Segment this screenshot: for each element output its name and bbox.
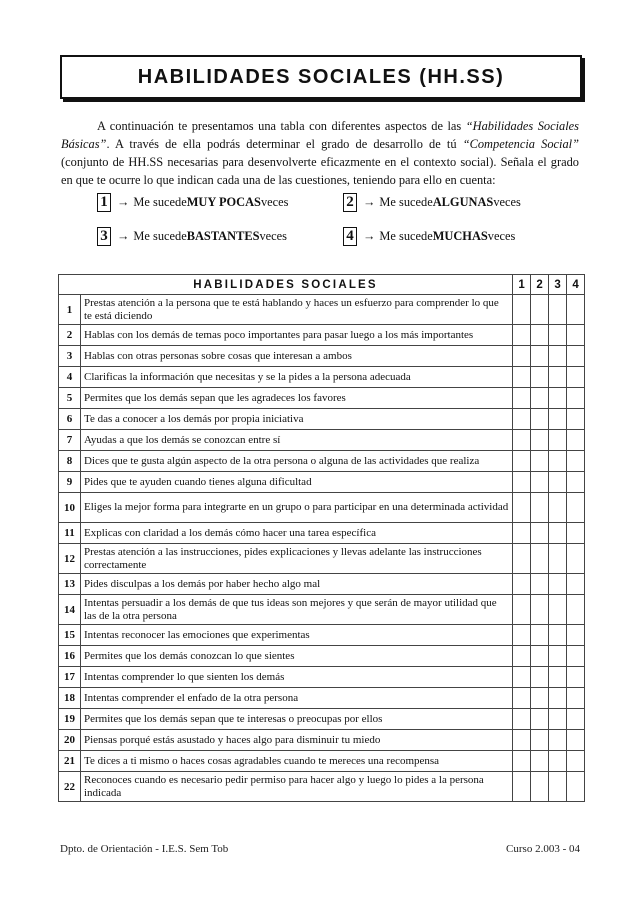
- row-text: Intentas comprender lo que sienten los demás: [81, 667, 513, 688]
- score-cell-4[interactable]: [567, 667, 585, 688]
- score-cell-1[interactable]: [513, 346, 531, 367]
- score-cell-1[interactable]: [513, 430, 531, 451]
- score-cell-1[interactable]: [513, 625, 531, 646]
- score-cell-4[interactable]: [567, 772, 585, 802]
- score-cell-1[interactable]: [513, 295, 531, 325]
- score-cell-4[interactable]: [567, 493, 585, 523]
- intro-text-2: . A través de ella podrás determinar el grado de desarrollo de tú: [106, 137, 463, 151]
- table-header-row: [59, 275, 585, 295]
- score-cell-4[interactable]: [567, 451, 585, 472]
- legend-item-2: [343, 192, 521, 212]
- table-row: [59, 751, 585, 772]
- score-cell-1[interactable]: [513, 544, 531, 574]
- score-header-2: 2: [531, 275, 549, 295]
- score-cell-3[interactable]: [549, 472, 567, 493]
- score-cell-1[interactable]: [513, 751, 531, 772]
- score-cell-2[interactable]: [531, 772, 549, 802]
- legend-suffix: veces: [487, 228, 516, 243]
- score-cell-1[interactable]: [513, 472, 531, 493]
- table-row: [59, 574, 585, 595]
- score-cell-3[interactable]: [549, 430, 567, 451]
- score-cell-1[interactable]: [513, 367, 531, 388]
- table-body: [59, 295, 585, 802]
- table-row: [59, 388, 585, 409]
- row-text: Intentas persuadir a los demás de que tus ideas son mejores y que serán de mayor utilidad que las de la otra persona: [81, 595, 513, 625]
- table-row: [59, 367, 585, 388]
- arrow-right-icon: →: [117, 228, 130, 243]
- row-number: 9: [59, 472, 81, 493]
- score-cell-3[interactable]: [549, 625, 567, 646]
- score-cell-3[interactable]: [549, 730, 567, 751]
- score-cell-2[interactable]: [531, 367, 549, 388]
- score-cell-2[interactable]: [531, 625, 549, 646]
- row-number: 20: [59, 730, 81, 751]
- row-text: Reconoces cuando es necesario pedir permiso para hacer algo y luego lo pides a la persona indicada: [81, 772, 513, 802]
- score-header-1: 1: [513, 275, 531, 295]
- table-row: [59, 688, 585, 709]
- skills-table: [58, 274, 585, 802]
- intro-text-1: A continuación te presentamos una tabla con diferentes aspectos de las: [97, 119, 466, 133]
- legend-number: 1: [97, 193, 111, 212]
- score-cell-1[interactable]: [513, 523, 531, 544]
- row-number: 2: [59, 325, 81, 346]
- row-number: 13: [59, 574, 81, 595]
- score-cell-1[interactable]: [513, 409, 531, 430]
- score-cell-3[interactable]: [549, 493, 567, 523]
- score-cell-3[interactable]: [549, 295, 567, 325]
- arrow-right-icon: →: [363, 194, 376, 209]
- score-cell-2[interactable]: [531, 574, 549, 595]
- table-row: [59, 325, 585, 346]
- title-box: [60, 55, 582, 99]
- score-cell-2[interactable]: [531, 472, 549, 493]
- row-text: Clarificas la información que necesitas y se la pides a la persona adecuada: [81, 367, 513, 388]
- score-cell-4[interactable]: [567, 544, 585, 574]
- legend-bold: ALGUNAS: [432, 194, 494, 209]
- table-row: [59, 409, 585, 430]
- score-cell-3[interactable]: [549, 751, 567, 772]
- row-number: 1: [59, 295, 81, 325]
- score-cell-4[interactable]: [567, 346, 585, 367]
- table-row: [59, 346, 585, 367]
- score-cell-4[interactable]: [567, 472, 585, 493]
- intro-text-3: (conjunto de HH.SS necesarias para desenvolverte eficazmente en el contexto social). Señala el grado en que te ocurre lo que indican cada una de las cuestiones, teniendo para ello en cuenta:: [61, 155, 579, 187]
- table-row: [59, 709, 585, 730]
- row-number: 4: [59, 367, 81, 388]
- score-cell-1[interactable]: [513, 709, 531, 730]
- row-text: Te dices a ti mismo o haces cosas agradables cuando te mereces una recompensa: [81, 751, 513, 772]
- table-row: [59, 430, 585, 451]
- row-text: Pides disculpas a los demás por haber hecho algo mal: [81, 574, 513, 595]
- score-cell-4[interactable]: [567, 367, 585, 388]
- row-number: 15: [59, 625, 81, 646]
- row-text: Permites que los demás sepan que te interesas o preocupas por ellos: [81, 709, 513, 730]
- legend-prefix: Me sucede: [133, 194, 187, 209]
- score-cell-3[interactable]: [549, 667, 567, 688]
- row-text: Intentas comprender el enfado de la otra persona: [81, 688, 513, 709]
- row-number: 10: [59, 493, 81, 523]
- score-cell-2[interactable]: [531, 667, 549, 688]
- score-cell-1[interactable]: [513, 493, 531, 523]
- row-number: 6: [59, 409, 81, 430]
- score-cell-2[interactable]: [531, 325, 549, 346]
- score-header-3: 3: [549, 275, 567, 295]
- score-cell-3[interactable]: [549, 523, 567, 544]
- intro-emphasis-2: “Competencia Social”: [462, 137, 579, 151]
- legend-bold: MUY POCAS: [186, 194, 261, 209]
- score-cell-3[interactable]: [549, 595, 567, 625]
- table-row: [59, 772, 585, 802]
- score-cell-4[interactable]: [567, 430, 585, 451]
- legend-suffix: veces: [493, 194, 521, 209]
- row-text: Permites que los demás conozcan lo que sientes: [81, 646, 513, 667]
- score-cell-1[interactable]: [513, 451, 531, 472]
- score-cell-3[interactable]: [549, 574, 567, 595]
- row-number: 19: [59, 709, 81, 730]
- legend-item-3: [97, 226, 287, 246]
- score-cell-4[interactable]: [567, 295, 585, 325]
- score-header-4: 4: [567, 275, 585, 295]
- score-cell-4[interactable]: [567, 388, 585, 409]
- row-number: 3: [59, 346, 81, 367]
- score-cell-3[interactable]: [549, 544, 567, 574]
- footer-left: Dpto. de Orientación - I.E.S. Sem Tob: [60, 843, 229, 855]
- score-cell-3[interactable]: [549, 772, 567, 802]
- row-number: 21: [59, 751, 81, 772]
- score-cell-1[interactable]: [513, 667, 531, 688]
- intro-paragraph: [61, 117, 579, 189]
- table-row: [59, 472, 585, 493]
- row-number: 17: [59, 667, 81, 688]
- score-cell-4[interactable]: [567, 751, 585, 772]
- score-cell-2[interactable]: [531, 751, 549, 772]
- legend-suffix: veces: [259, 228, 288, 243]
- row-number: 16: [59, 646, 81, 667]
- row-text: Pides que te ayuden cuando tienes alguna dificultad: [81, 472, 513, 493]
- table-row: [59, 625, 585, 646]
- score-cell-1[interactable]: [513, 595, 531, 625]
- score-cell-1[interactable]: [513, 730, 531, 751]
- legend-prefix: Me sucede: [379, 228, 433, 243]
- row-text: Explicas con claridad a los demás cómo hacer una tarea específica: [81, 523, 513, 544]
- score-cell-4[interactable]: [567, 523, 585, 544]
- score-cell-2[interactable]: [531, 346, 549, 367]
- legend-item-4: [343, 226, 515, 246]
- footer-right: Curso 2.003 - 04: [506, 843, 580, 855]
- intro-emphasis-1: “Habilidades Sociales Básicas”: [61, 119, 580, 151]
- table-row: [59, 667, 585, 688]
- row-number: 8: [59, 451, 81, 472]
- arrow-right-icon: →: [363, 228, 376, 243]
- score-cell-3[interactable]: [549, 388, 567, 409]
- score-cell-4[interactable]: [567, 646, 585, 667]
- score-cell-4[interactable]: [567, 574, 585, 595]
- row-text: Eliges la mejor forma para integrarte en un grupo o para participar en una determinada actividad: [81, 493, 513, 523]
- row-text: Ayudas a que los demás se conozcan entre sí: [81, 430, 513, 451]
- score-cell-2[interactable]: [531, 388, 549, 409]
- table-row: [59, 646, 585, 667]
- legend-number: 2: [343, 193, 357, 212]
- score-cell-2[interactable]: [531, 295, 549, 325]
- row-number: 5: [59, 388, 81, 409]
- table-row: [59, 595, 585, 625]
- score-cell-2[interactable]: [531, 688, 549, 709]
- score-cell-1[interactable]: [513, 388, 531, 409]
- score-cell-2[interactable]: [531, 451, 549, 472]
- score-cell-2[interactable]: [531, 430, 549, 451]
- legend-number: 3: [97, 227, 111, 246]
- score-cell-2[interactable]: [531, 595, 549, 625]
- score-cell-2[interactable]: [531, 646, 549, 667]
- table-row: [59, 295, 585, 325]
- score-cell-2[interactable]: [531, 523, 549, 544]
- score-cell-4[interactable]: [567, 709, 585, 730]
- legend-item-1: [97, 192, 288, 212]
- row-number: 12: [59, 544, 81, 574]
- row-text: Hablas con otras personas sobre cosas que interesan a ambos: [81, 346, 513, 367]
- score-cell-3[interactable]: [549, 346, 567, 367]
- legend-suffix: veces: [260, 194, 289, 209]
- table-row: [59, 730, 585, 751]
- score-cell-3[interactable]: [549, 325, 567, 346]
- score-cell-2[interactable]: [531, 409, 549, 430]
- row-text: Te das a conocer a los demás por propia iniciativa: [81, 409, 513, 430]
- row-text: Piensas porqué estás asustado y haces algo para disminuir tu miedo: [81, 730, 513, 751]
- score-cell-3[interactable]: [549, 688, 567, 709]
- arrow-right-icon: →: [117, 194, 130, 209]
- legend-bold: MUCHAS: [432, 228, 488, 243]
- legend-prefix: Me sucede: [133, 228, 187, 243]
- page-title: HABILIDADES SOCIALES (HH.SS): [137, 65, 505, 88]
- table-row: [59, 544, 585, 574]
- score-cell-1[interactable]: [513, 772, 531, 802]
- score-cell-1[interactable]: [513, 325, 531, 346]
- score-cell-1[interactable]: [513, 688, 531, 709]
- legend-bold: BASTANTES: [186, 228, 260, 243]
- score-cell-2[interactable]: [531, 493, 549, 523]
- score-cell-3[interactable]: [549, 451, 567, 472]
- score-cell-4[interactable]: [567, 409, 585, 430]
- score-cell-4[interactable]: [567, 625, 585, 646]
- row-number: 22: [59, 772, 81, 802]
- score-cell-4[interactable]: [567, 325, 585, 346]
- row-number: 7: [59, 430, 81, 451]
- row-text: Intentas reconocer las emociones que experimentas: [81, 625, 513, 646]
- row-number: 11: [59, 523, 81, 544]
- table-header-title: HABILIDADES SOCIALES: [59, 275, 513, 295]
- row-text: Hablas con los demás de temas poco importantes para pasar luego a los más importantes: [81, 325, 513, 346]
- row-text: Prestas atención a la persona que te está hablando y haces un esfuerzo para comprender lo que te está diciendo: [81, 295, 513, 325]
- row-text: Permites que los demás sepan que les agradeces los favores: [81, 388, 513, 409]
- row-text: Dices que te gusta algún aspecto de la otra persona o alguna de las actividades que realiza: [81, 451, 513, 472]
- score-cell-1[interactable]: [513, 646, 531, 667]
- score-cell-4[interactable]: [567, 595, 585, 625]
- score-cell-1[interactable]: [513, 574, 531, 595]
- score-cell-4[interactable]: [567, 688, 585, 709]
- table-row: [59, 523, 585, 544]
- score-cell-3[interactable]: [549, 409, 567, 430]
- legend-number: 4: [343, 227, 357, 246]
- score-cell-2[interactable]: [531, 709, 549, 730]
- row-number: 14: [59, 595, 81, 625]
- score-cell-3[interactable]: [549, 646, 567, 667]
- score-cell-2[interactable]: [531, 544, 549, 574]
- legend-prefix: Me sucede: [379, 194, 433, 209]
- row-number: 18: [59, 688, 81, 709]
- table-row: [59, 451, 585, 472]
- score-cell-3[interactable]: [549, 709, 567, 730]
- row-text: Prestas atención a las instrucciones, pides explicaciones y llevas adelante las instrucciones correctamente: [81, 544, 513, 574]
- score-cell-3[interactable]: [549, 367, 567, 388]
- score-cell-2[interactable]: [531, 730, 549, 751]
- table-row: [59, 493, 585, 523]
- score-cell-4[interactable]: [567, 730, 585, 751]
